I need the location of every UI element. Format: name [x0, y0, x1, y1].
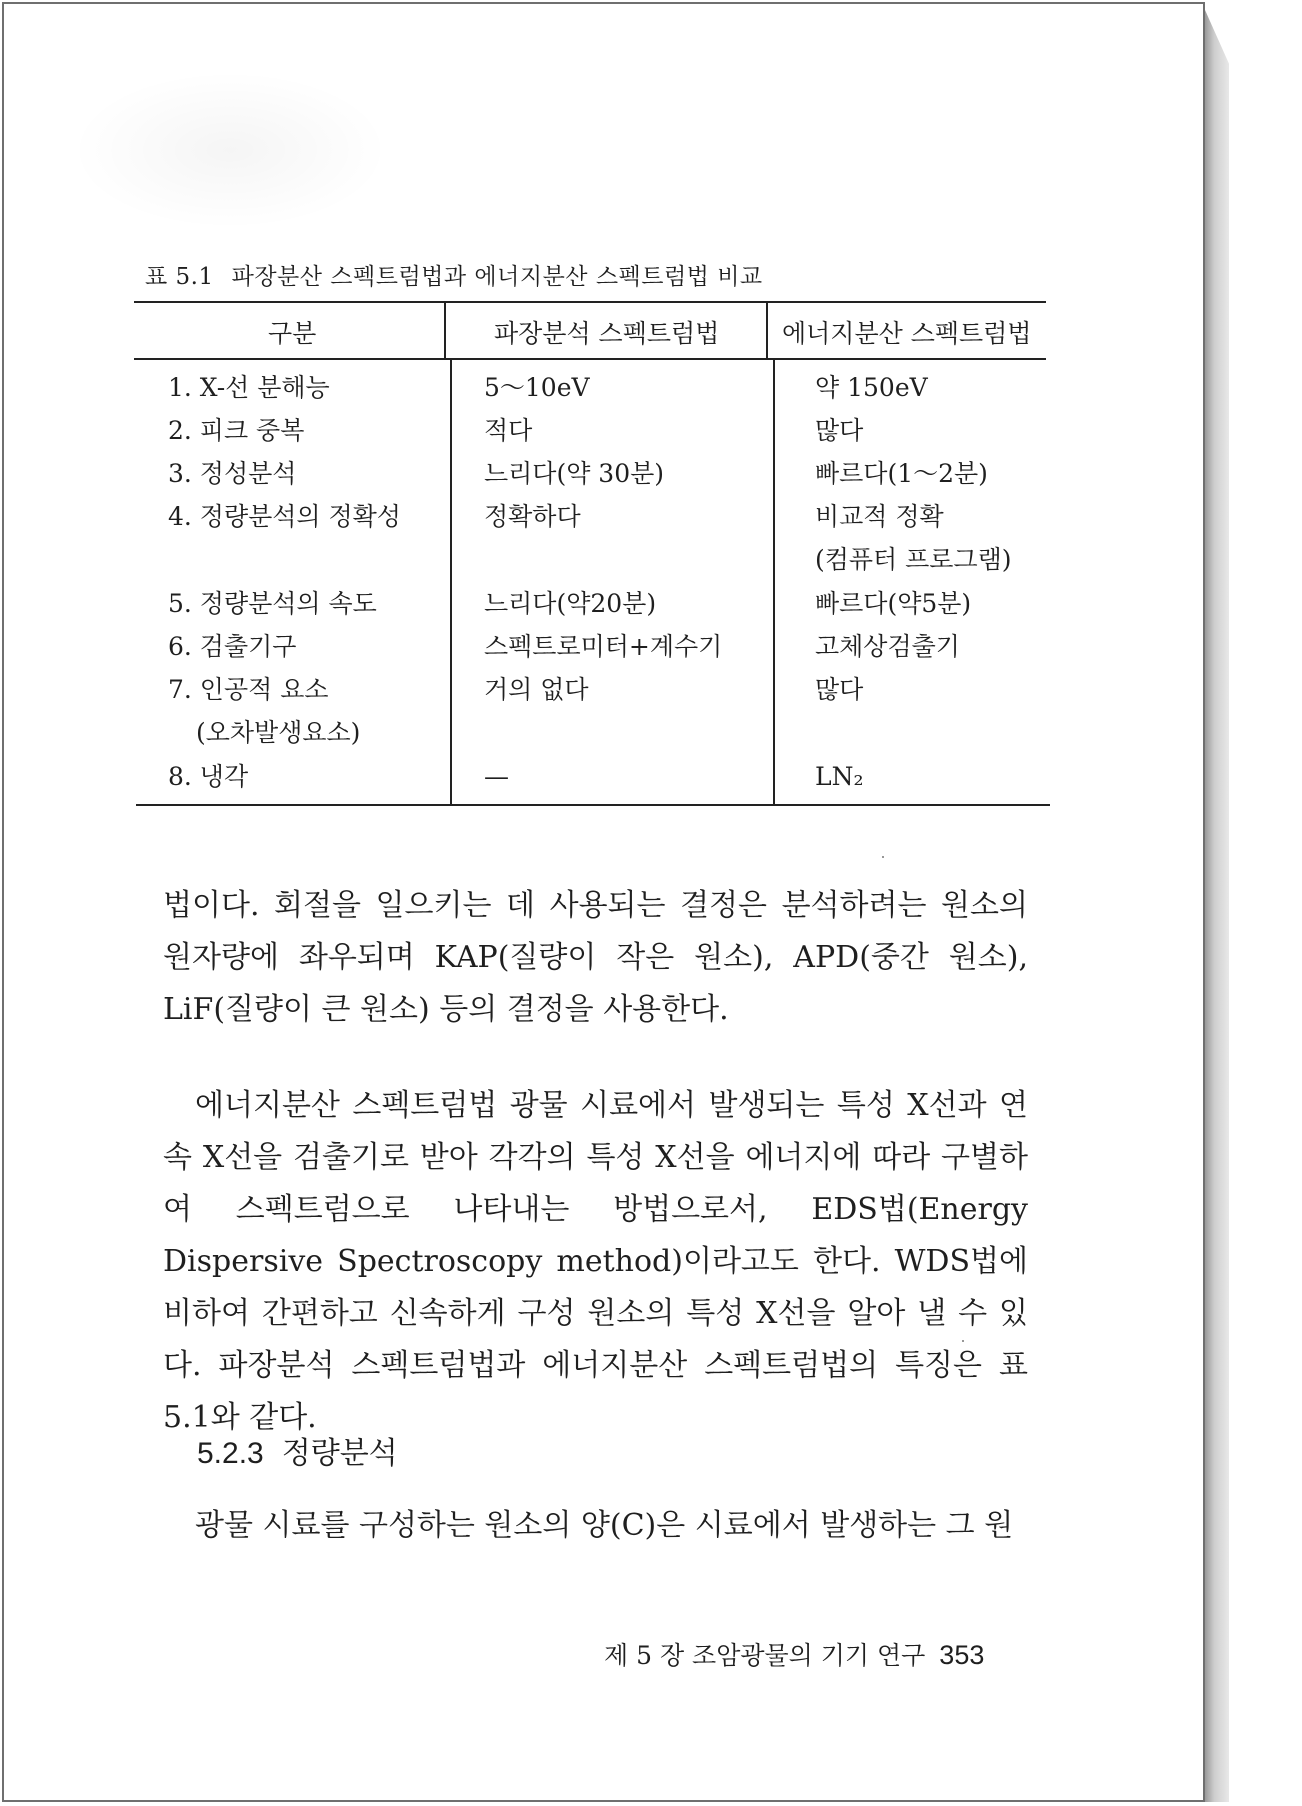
- paragraph: 광물 시료를 구성하는 원소의 양(C)은 시료에서 발생하는 그 원: [195, 1508, 1014, 1543]
- scan-smudge: [70, 70, 390, 230]
- table-cell-wds: 스펙트로미터+계수기: [484, 632, 723, 661]
- page-footer: [604, 1636, 984, 1672]
- table-top-rule: [134, 301, 1046, 303]
- table-caption: [145, 258, 763, 291]
- table-cell-item: 3. 정성분석: [168, 459, 297, 488]
- table-cell-eds: 빠르다(1～2분): [815, 459, 988, 488]
- table-col-divider: [444, 301, 446, 358]
- table-col-divider: [766, 301, 768, 358]
- table-cell-item: 6. 검출기구: [168, 632, 297, 661]
- table-col-divider: [773, 358, 775, 804]
- section-number: 5.2.3: [197, 1437, 264, 1470]
- table-bottom-rule: [136, 804, 1050, 806]
- table-cell-item-line2: (오차발생요소): [196, 718, 361, 747]
- table-cell-wds: 느리다(약20분): [484, 589, 657, 618]
- table-cell-wds: 5～10eV: [484, 373, 590, 402]
- page-edge: [1205, 10, 1229, 1802]
- table-cell-eds-line2: (컴퓨터 프로그램): [815, 545, 1012, 574]
- table-cell-eds: 비교적 정확: [815, 502, 944, 531]
- table-cell-item: 7. 인공적 요소: [168, 675, 329, 704]
- scan-speck: [882, 856, 884, 858]
- section-title: 정량분석: [281, 1436, 398, 1471]
- table-cell-eds: 많다: [815, 675, 864, 704]
- paragraph: 에너지분산 스펙트럼법 광물 시료에서 발생되는 특성 X선과 연속 X선을 검출기로 받아 각각의 특성 X선을 에너지에 따라 구별하여 스펙트럼으로 나타내는 방법으로서, EDS법(Energy Dispersive Spectroscopy method)이라고도 한다. WDS법에 비하여 간편하고 신속하게 구성 원소의 특성 X선을 알아 낼 수 있다. 파장분석 스펙트럼법과 에너지분산 스펙트럼법의 특징은 표 5.1와 같다.: [163, 1088, 1028, 1435]
- table-cell-eds: 고체상검출기: [815, 632, 960, 661]
- table-cell-item: 4. 정량분석의 정확성: [168, 502, 401, 531]
- running-footer: 제 5 장 조암광물의 기기 연구: [604, 1641, 926, 1670]
- table-cell-eds: 약 150eV: [815, 373, 928, 402]
- paragraph: 법이다. 회절을 일으키는 데 사용되는 결정은 분석하려는 원소의 원자량에 좌우되며 KAP(질량이 작은 원소), APD(중간 원소), LiF(질량이 큰 원소) 등의 결정을 사용한다.: [163, 888, 1028, 1027]
- table-cell-item: 5. 정량분석의 속도: [168, 589, 377, 618]
- table-cell-wds: 정확하다: [484, 502, 581, 531]
- table-header-wds: 파장분석 스펙트럼법: [494, 319, 720, 348]
- table-cell-item: 2. 피크 중복: [168, 416, 305, 445]
- table-caption-label: 표 5.1: [145, 264, 214, 290]
- table-col-divider: [450, 358, 452, 804]
- table-cell-eds: LN₂: [815, 762, 864, 791]
- table-caption-text: 파장분산 스펙트럼법과 에너지분산 스펙트럼법 비교: [231, 264, 763, 290]
- table-cell-item: 1. X-선 분해능: [168, 373, 330, 402]
- table-header-rule: [134, 358, 1046, 360]
- table-header-category: 구분: [268, 319, 317, 348]
- table-cell-wds: 거의 없다: [484, 675, 589, 704]
- table-header-eds: 에너지분산 스펙트럼법: [782, 319, 1032, 348]
- table-cell-wds: 느리다(약 30분): [484, 459, 665, 488]
- page-number: 353: [939, 1640, 985, 1670]
- scan-speck: [962, 1340, 964, 1342]
- table-cell-eds: 빠르다(약5분): [815, 589, 972, 618]
- table-cell-eds: 많다: [815, 416, 864, 445]
- table-cell-item: 8. 냉각: [168, 762, 249, 791]
- section-heading: [197, 1428, 398, 1472]
- table-cell-wds: 적다: [484, 416, 533, 445]
- table-cell-wds: —: [484, 762, 509, 791]
